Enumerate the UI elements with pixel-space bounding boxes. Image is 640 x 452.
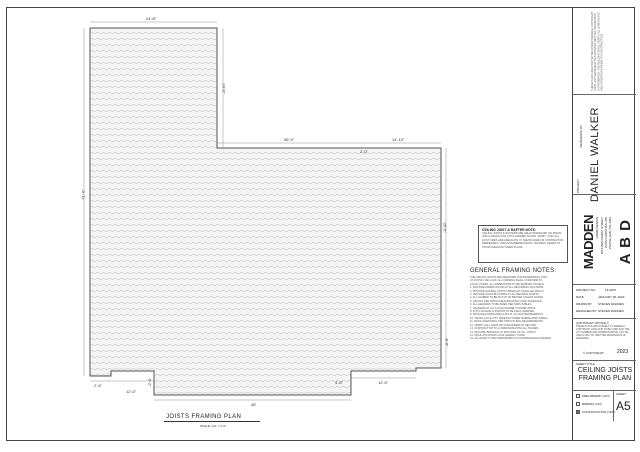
sheet-title-section [573,361,636,391]
general-note-line: 16. ALL WORK TO BE PERFORMED IN A WORKMANLIKE MANNER. [470,337,552,341]
checkbox-preliminary[interactable] [576,394,580,398]
firm-section [573,195,636,285]
dim-mid-left: 6'-2" [147,378,153,387]
disclaimer-section [573,7,636,95]
dim-notch-depth: 4'-6" [335,380,343,385]
general-note-line: THE CEILING JOISTS ARE DESIGNED FOR RESIDENTIAL ONLY [470,276,548,279]
check-label-bidding: BIDDING (NO) [582,402,602,406]
drawn-by: STEVEN MADDEN [598,302,624,306]
general-note-line: 2. PROVIDE DOUBLE JOISTS UNDER ALL PARALLEL WALLS. [470,289,545,293]
sheet-bottom-section [573,391,636,441]
dim-right-lower: 8'-6" [444,338,450,347]
dim-right-span: 14'-10" [392,137,405,142]
copyright-label: © COPYRIGHT [583,351,604,355]
plan-scale: SCALE: 1/4" = 1'-0" [200,424,227,428]
general-note-line: 14. PROVIDE BRIDGING AT MID SPAN OF ALL JOISTS. [470,330,537,334]
callout-text: CEILING JOISTS & RAFTERS ARE SELECTED BASED ON SPANS AND LOADING FOR STICK FRAMED ROOFS. VERIFY THAT ALL JOIST SIZES ARE ADEQUATE. IF THE BUILDER OR CONTRACTOR PREFERABLY USES ENGINEERED ROOF TRUSSES, REFER TO TRUSS MANUFACTURER PLANS. [482,232,564,249]
general-notes [470,268,570,341]
sheet-title: CEILING JOISTS FRAMING PLAN [577,367,633,382]
sheet-number-box [613,391,636,421]
general-note-line: 12. VERIFY ALL LOADS WITH ENGINEER OF RECORD. [470,323,537,327]
dim-upper-right-depth: 24'-0" [221,83,227,94]
abd-logo: A B D [617,219,634,265]
project-no-label: PROJECT NO [576,288,596,292]
general-note-line: 13. CONTRACTOR TO COORDINATE WITH ALL TRADES. [470,327,539,331]
client-name: DANIEL WALKER [589,107,601,202]
dim-overall-depth: 71'-6" [80,189,86,200]
copyright-title: COPYRIGHT NOTICE © [576,321,609,325]
residence-label: RESIDENCE OF [579,125,583,148]
general-note-line: 5. NAILING PER APPLICABLE BUILDING CODE SCHEDULE. [470,299,543,303]
general-note-line: 7. HANGERS AT ALL FLUSH FRAMED CONNECTIONS. [470,306,536,310]
general-note-line: 11. ROOF SHEATHING PER STRUCTURAL REQUIREMENTS. [470,320,544,324]
general-note-line: 3. PROVIDE SOLID BLOCKING AT ALL BEARING POINTS. [470,293,540,297]
sheet-title-label: SHEET TITLE [576,362,595,366]
plan-title: JOISTS FRAMING PLAN [166,414,242,420]
dim-bottom-width: 48' [251,402,257,407]
drawn-by-label: DRAWN BY [576,302,593,306]
project-info-section [573,285,636,319]
general-note-line: AT 10 PSF LIVE LOAD. ALL FRAMING SHALL CONFORM TO [470,279,543,283]
dim-bottom-left-notch: 12'-0" [126,389,137,394]
dim-bottom-right: 12'-6" [378,380,389,385]
dim-right-depth: 35'-0" [442,222,448,233]
sheet-number: A5 [616,399,631,413]
disclaimer-text: THESE PLANS ARE PROTECTED UNDER FEDERAL COPYRIGHT LAWS. ANY REPRODUCTION WITHOUT WRITTEN PERMISSION IS PROHIBITED. THE BUILDER SHALL VERIFY ALL DIMENSIONS AND CONDITIONS PRIOR TO CONSTRUCTION. [591,11,604,91]
callout-title: CEILING JOIST & RAFTER NOTE: [482,228,537,232]
general-note-line: 6. ALL HEADERS TO BE SIZED PER SPAN TABLES. [470,303,533,307]
general-note-line: 15. INSULATION PER LOCAL ENERGY CODE. [470,333,526,337]
dim-middle-span: 36'-5" [284,137,295,142]
general-note-line: 1. PROVIDE FIREBLOCKING AT ALL REQUIRED LOCATIONS. [470,286,544,290]
general-notes-title: GENERAL FRAMING NOTES: [470,268,557,274]
sheet-label: SHEET [616,392,627,396]
checkbox-bidding[interactable] [576,402,580,406]
copyright-section [573,319,636,361]
designed-by-label: DESIGNED BY [576,309,597,313]
designed-by: STEVEN MADDEN [598,309,624,313]
client-section [573,95,636,202]
copyright-year: 2023 [617,349,629,355]
general-note-line: 4. ALL LUMBER TO BE #2 SYP OR BETTER UNLESS NOTED. [470,296,544,300]
firm-sub: HOME DESIGN [595,217,599,239]
copyright-text: THESE PLANS ARE SUBJECT TO FEDERAL COPYRIGHT LAWS AND TO BE USED FOR THE LOT NUMBER AND ADDRESS ABOVE. ANY RE-USE IS ONLY BY WRITTEN PERMISSION OF DESIGNER. [576,325,630,340]
plan-title-underline [164,421,260,422]
general-note-line: 10. TRUSS LAYOUT BY MANUFACTURER WHERE APPLICABLE. [470,316,548,320]
date-value: JANUARY 30, 2023 [598,295,625,299]
dim-bottom-left: 2'-6" [94,383,102,388]
date-label: DATE [576,295,584,299]
address-line-3: PHONE (228) 762-1992 [608,217,612,250]
project-label: PROJECT [576,179,580,194]
general-note-line: 8. ATTIC ACCESS LOCATION TO BE FIELD VERIFIED. [470,310,535,314]
project-no: 13-0975 [605,288,617,292]
check-label-construction: CONSTRUCTION (YES) [582,410,615,414]
check-label-preliminary: PRELIMINARY (NO) [582,394,610,398]
general-note-line: 9. PROVIDE HURRICANE CLIPS AT ALL RAFTER BEARINGS. [470,313,544,317]
dim-small-right: 2'-0" [360,149,368,154]
ceiling-outline [90,28,441,395]
checkbox-construction[interactable] [576,410,580,414]
ceiling-joist-note-box [478,225,568,263]
address-line-2: PASS CHRISTIAN, MS [604,217,608,248]
dim-top-width: 24'-8" [146,16,157,21]
address-line-1: 2515 BROADWAY STREET [600,217,604,255]
title-block [572,7,635,441]
general-note-line: LOCAL CODES. ALL DIMENSIONS TO BE VERIFIED IN FIELD. [470,282,545,286]
firm-name: MADDEN [581,215,596,270]
